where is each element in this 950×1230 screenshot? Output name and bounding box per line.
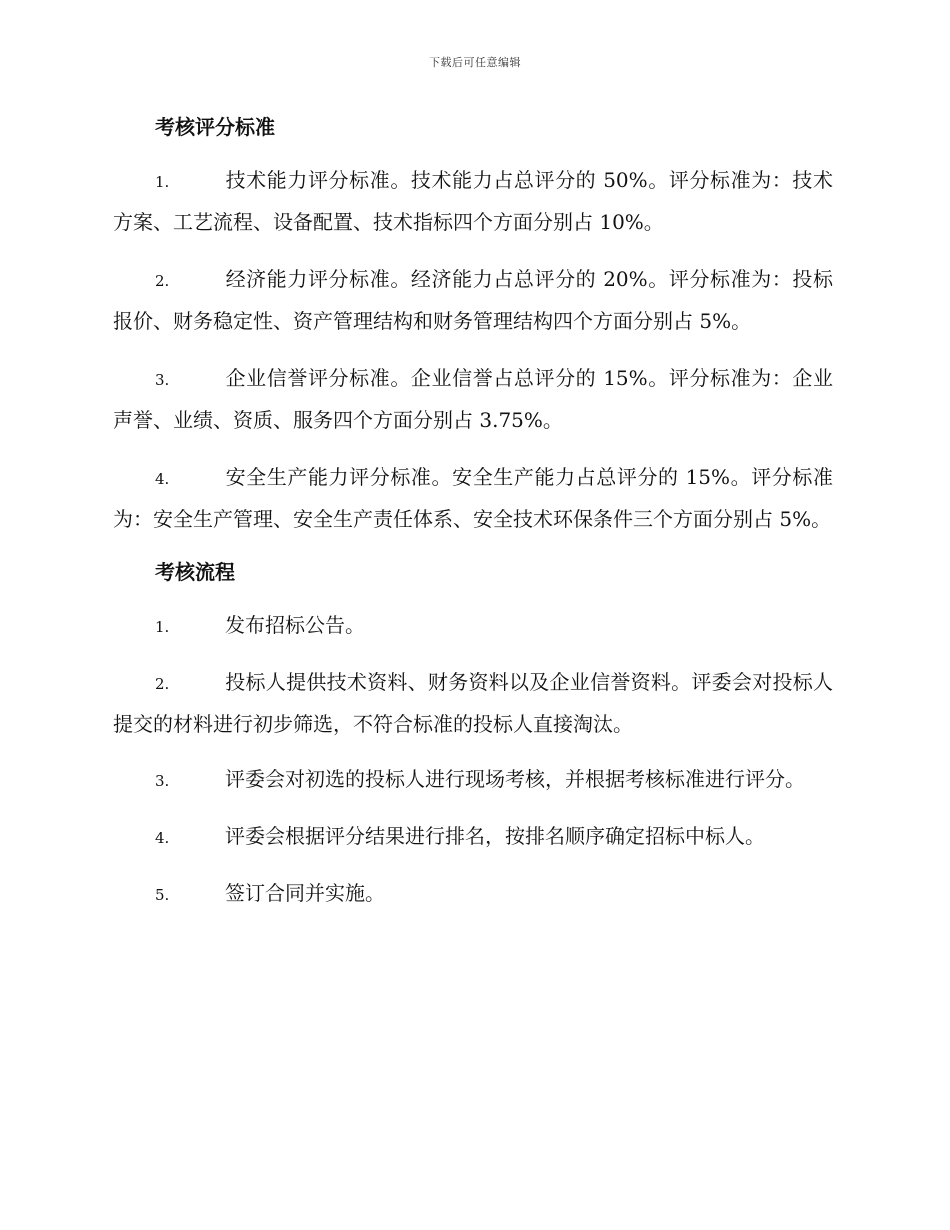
- list-item-number: 5.: [155, 886, 170, 904]
- list-item-number: 2.: [155, 675, 170, 693]
- list-item: [113, 358, 833, 440]
- list-item-text: 安全生产能力评分标准。安全生产能力占总评分的 15%。评分标准为：安全生产管理、安全生产责任体系、安全技术环保条件三个方面分别占 5%。: [113, 465, 833, 531]
- list-item-text: 评委会根据评分结果进行排名，按排名顺序确定招标中标人。: [225, 824, 765, 848]
- list-item-text: 发布招标公告。: [225, 613, 365, 637]
- list-item-number: 4.: [155, 470, 170, 488]
- section-scoring-standards: [113, 112, 833, 539]
- section-assessment-process: [113, 557, 833, 915]
- list-item: [113, 873, 833, 915]
- header-note: 下载后可任意编辑: [429, 56, 521, 69]
- list-item-text: 投标人提供技术资料、财务资料以及企业信誉资料。评委会对投标人提交的材料进行初步筛选，不符合标准的投标人直接淘汰。: [113, 670, 833, 736]
- list-item-text: 评委会对初选的投标人进行现场考核，并根据考核标准进行评分。: [225, 767, 805, 791]
- list-item-number: 3.: [155, 772, 170, 790]
- list-item-text: 签订合同并实施。: [225, 881, 385, 905]
- list-item: [113, 457, 833, 539]
- list-item: [113, 605, 833, 647]
- list-item: [113, 816, 833, 858]
- list-item-number: 4.: [155, 829, 170, 847]
- list-item-number: 3.: [155, 371, 170, 389]
- list-item-text: 企业信誉评分标准。企业信誉占总评分的 15%。评分标准为：企业声誉、业绩、资质、服务四个方面分别占 3.75%。: [113, 366, 833, 432]
- numbered-list: [113, 160, 833, 539]
- list-item: [113, 160, 833, 242]
- section-heading: 考核流程: [155, 560, 235, 584]
- list-item-text: 技术能力评分标准。技术能力占总评分的 50%。评分标准为：技术方案、工艺流程、设备配置、技术指标四个方面分别占 10%。: [113, 168, 833, 234]
- list-item: [113, 759, 833, 801]
- list-item-number: 2.: [155, 272, 170, 290]
- list-item-number: 1.: [155, 173, 170, 191]
- list-item-text: 经济能力评分标准。经济能力占总评分的 20%。评分标准为：投标报价、财务稳定性、资产管理结构和财务管理结构四个方面分别占 5%。: [113, 267, 833, 333]
- document-body: [113, 112, 833, 915]
- list-item: [113, 259, 833, 341]
- numbered-list: [113, 605, 833, 915]
- section-heading: 考核评分标准: [155, 115, 275, 139]
- list-item: [113, 662, 833, 744]
- list-item-number: 1.: [155, 618, 170, 636]
